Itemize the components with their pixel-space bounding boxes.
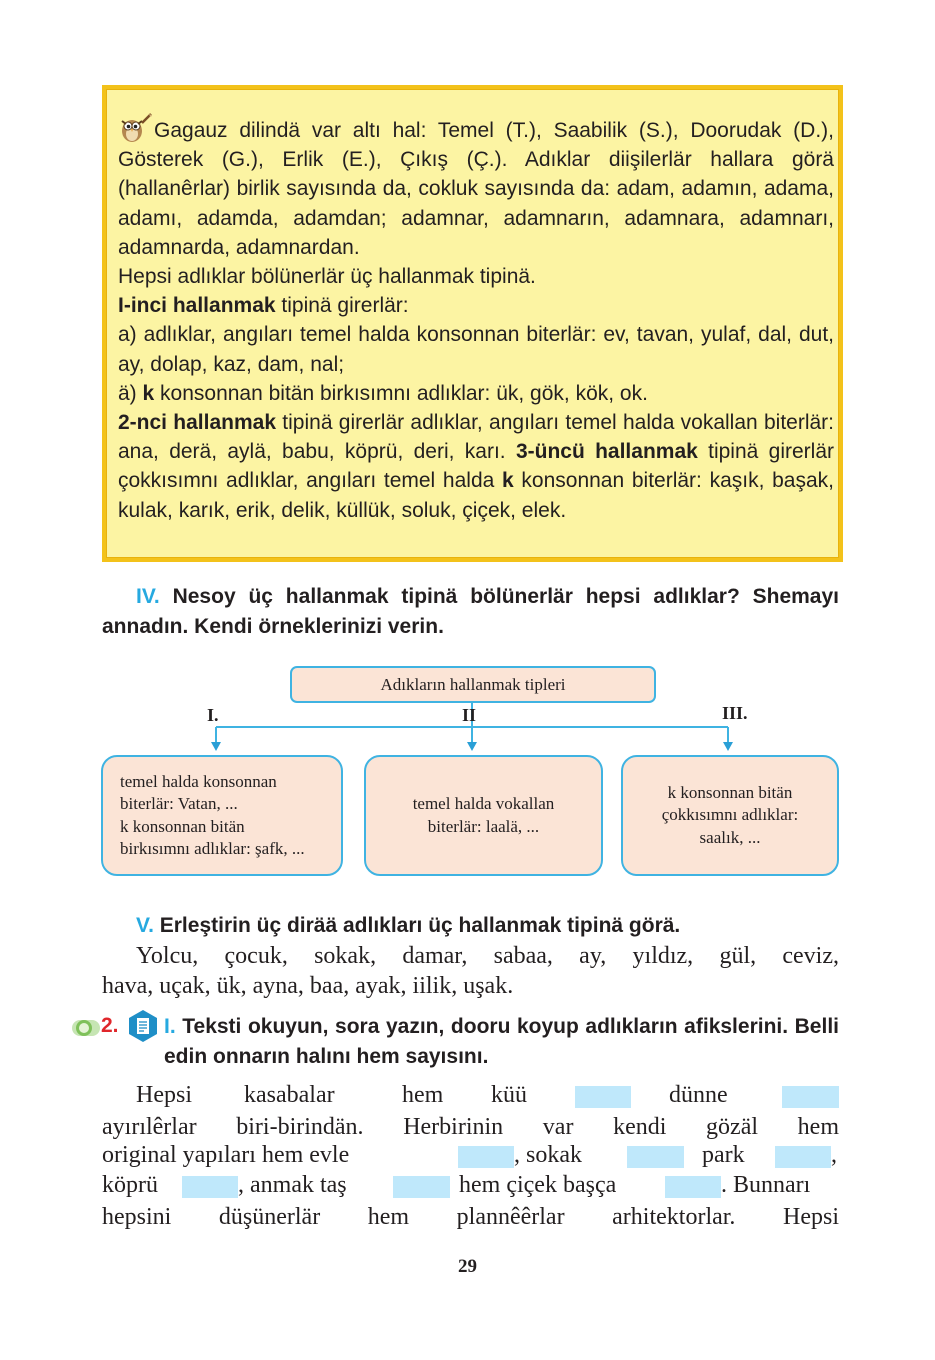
exercise-5-words-line-2: hava, uçak, ük, ayna, baa, ayak, iilik, uşak. xyxy=(102,973,514,999)
type-label-3: III. xyxy=(722,703,748,723)
passage-fragment: köprü xyxy=(102,1172,158,1198)
passage-word: hem xyxy=(402,1082,444,1108)
level-marker-icon xyxy=(72,1017,100,1039)
type-box-1-line: birkısımnı adlıklar: şafk, ... xyxy=(120,839,305,858)
diagram-title: Adıkların hallanmak tipleri xyxy=(290,666,656,703)
passage-word: küü xyxy=(491,1082,527,1108)
type-box-2 xyxy=(364,755,603,876)
task-number: 2. xyxy=(101,1014,119,1037)
type-box-3-line: çokkısımnı adlıklar: xyxy=(661,805,799,825)
answer-blank[interactable] xyxy=(627,1146,684,1168)
rule-paragraph-6: 2-nci hallanmak tipinä girerlär adlıklar, angıları temel halda vokallan biterlär: ana, derä, aylä, babu, köprü, deri, karı. 3-üncü hallanmak tipinä girerlär çokkısımnı adlıklar, angıları temel halda k konsonnan biterlär: kaşık, başak, kulak, karık, erik, delik, küllük, soluk, çiçek, elek. xyxy=(118,411,835,522)
type-box-3-line: k konsonnan bitän xyxy=(667,782,793,802)
type-box-1-line: k konsonnan bitän xyxy=(120,816,245,836)
passage-word: dünne xyxy=(669,1082,728,1108)
passage-fragment: park xyxy=(702,1142,745,1168)
exercise-5-heading: V. Erleştirin üç dirää adlıkları üç hallanmak tipinä görä. xyxy=(136,914,681,937)
passage-fragment: , anmak taş xyxy=(238,1172,347,1198)
passage-line-2: ayırılêrlar biri-birindän. Herbirinin var kendi gözäl hem xyxy=(102,1114,839,1140)
answer-blank[interactable] xyxy=(665,1176,721,1198)
rule-paragraph-3: I-inci hallanmak tipinä girerlär: xyxy=(118,294,409,318)
exercise-5-words-line-1: Yolcu, çocuk, sokak, damar, sabaa, ay, yıldız, gül, ceviz, xyxy=(136,943,839,969)
type-box-1-line: biterlär: Vatan, ... xyxy=(120,794,238,813)
page-number: 29 xyxy=(458,1256,477,1277)
answer-blank[interactable] xyxy=(393,1176,450,1198)
rule-paragraph-4: a) adlıklar, angıları temel halda konsonnan biterlär: ev, tavan, yulaf, dal, dut, ay, dolap, kaz, dam, nal; xyxy=(118,323,834,376)
task-2-heading: I. Teksti okuyun, sora yazın, dooru koyup adlıkların afikslerini. Belli edin onnarın halını hem sayısını. xyxy=(164,1015,839,1068)
type-box-2-line: temel halda vokallan xyxy=(412,794,555,813)
type-box-1 xyxy=(101,755,343,876)
passage-word: kasabalar xyxy=(244,1082,335,1108)
answer-blank[interactable] xyxy=(782,1086,839,1108)
rule-paragraph-2: Hepsi adlıklar bölünerlär üç hallanmak tipinä. xyxy=(118,265,536,289)
answer-blank[interactable] xyxy=(458,1146,514,1168)
type-box-2-line: biterlär: laalä, ... xyxy=(427,816,540,836)
passage-fragment: hem çiçek başça xyxy=(459,1172,617,1198)
type-box-1-line: temel halda konsonnan xyxy=(120,771,277,791)
rule-paragraph-1: Gagauz dilindä var altı hal: Temel (T.), Saabilik (S.), Doorudak (D.), Gösterek (G.), Erlik (E.), Çıkış (Ç.). Adıklar diişilerlär hallara görä (hallanêrlar) birlik sayısında da, cokluk sayısında da: adam, adamın, adama, adamı, adamda, adamdan; adamnar, adamnarın, adamnara, adamnarı, adamnarda, adamnardan. xyxy=(118,113,834,262)
passage-fragment: , xyxy=(831,1142,837,1168)
type-label-1: I. xyxy=(207,705,219,725)
exercise-4-heading: IV. Nesoy üç hallanmak tipinä bölünerlär hepsi adlıklar? Shemayı annadın. Kendi örneklerinizi verin. xyxy=(102,585,839,638)
rule-paragraph-5: ä) k konsonnan bitän birkısımnı adlıklar: ük, gök, kök, ok. xyxy=(118,381,648,405)
type-box-3-line: saalık, ... xyxy=(699,827,761,847)
type-label-2: II xyxy=(462,705,477,725)
answer-blank[interactable] xyxy=(775,1146,831,1168)
notebook-icon xyxy=(128,1009,158,1043)
passage-line-5: hepsini düşünerlär hem plannêêrlar arhitektorlar. Hepsi xyxy=(102,1204,839,1230)
passage-fragment: , sokak xyxy=(514,1142,582,1168)
passage-word: Hepsi xyxy=(136,1082,192,1108)
type-box-3 xyxy=(621,755,839,876)
passage-fragment: original yapıları hem evle xyxy=(102,1142,350,1168)
answer-blank[interactable] xyxy=(182,1176,238,1198)
passage-fragment: . Bunnarı xyxy=(721,1172,811,1198)
answer-blank[interactable] xyxy=(575,1086,631,1108)
